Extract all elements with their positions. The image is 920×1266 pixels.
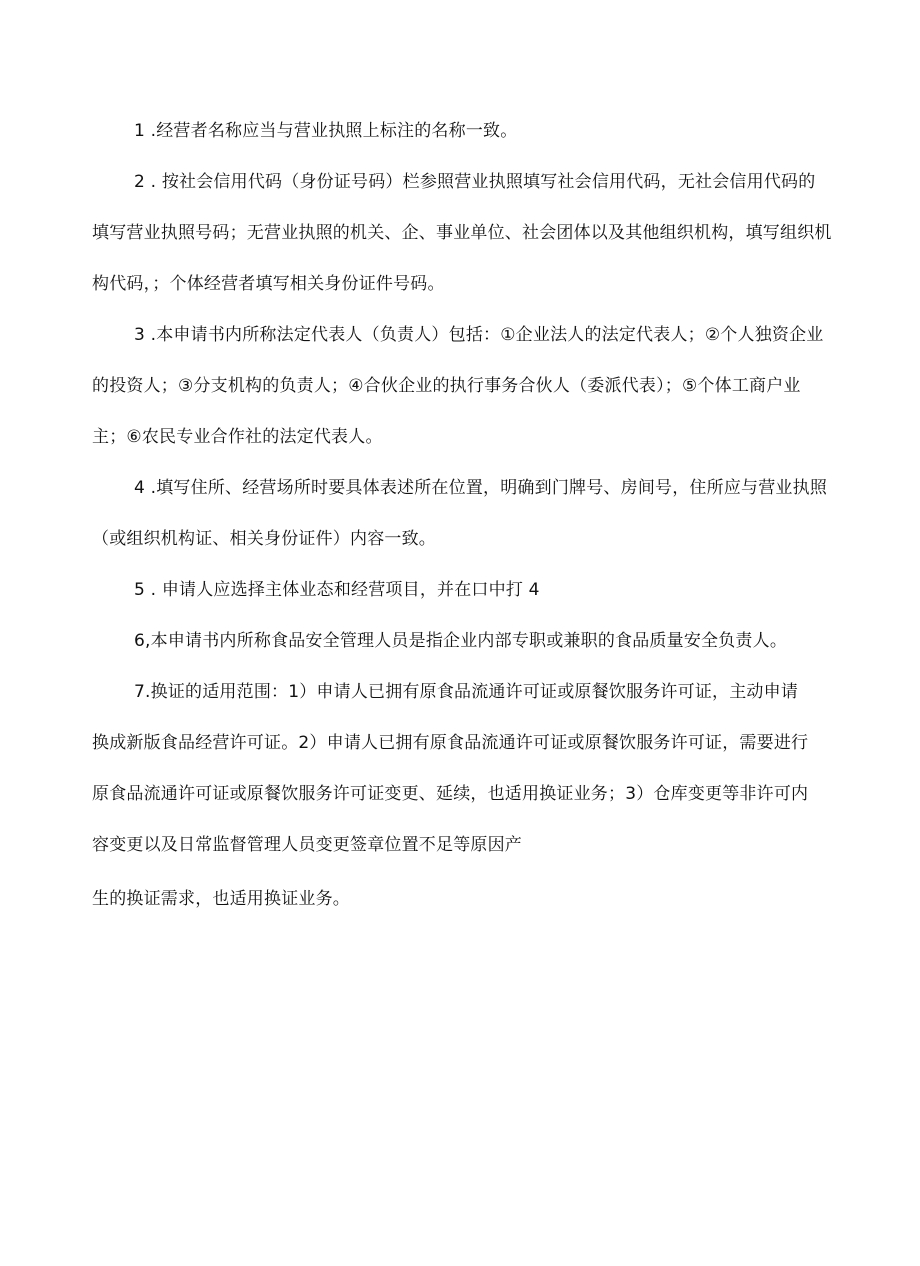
instruction-item-1: 1 .经营者名称应当与营业执照上标注的名称一致。 — [134, 121, 518, 141]
instruction-item-2: 2 . 按社会信用代码（身份证号码）栏参照营业执照填写社会信用代码，无社会信用代码的填写营业执照号码；无营业执照的机关、企、事业单位、社会团体以及其他组织机构，填写组织机构代码，；个体经营者填写相关身份证件号码。 — [92, 172, 832, 294]
instruction-item-7: 7.换证的适用范围：1）申请人已拥有原食品流通许可证或原餐饮服务许可证，主动申请换成新版食品经营许可证。2）申请人已拥有原食品流通许可证或原餐饮服务许可证，需要进行原食品流通许可证或原餐饮服务许可证变更、延续，也适用换证业务；3）仓库变更等非许可内容变更以及日常监督管理人员变更签章位置不足等原因产 — [92, 682, 809, 855]
instruction-item-3: 3 .本申请书内所称法定代表人（负责人）包括：①企业法人的法定代表人；②个人独资企业的投资人；③分支机构的负责人；④合伙企业的执行事务合伙人（委派代表）；⑤个体工商户业主；⑥农民专业合作社的法定代表人。 — [92, 325, 824, 447]
instruction-item-6: 6,本申请书内所称食品安全管理人员是指企业内部专职或兼职的食品质量安全负责人。 — [134, 631, 788, 651]
instruction-item-5: 5 . 申请人应选择主体业态和经营项目，并在口中打 4 — [134, 580, 540, 600]
instruction-item-4: 4 .填写住所、经营场所时要具体表述所在位置，明确到门牌号、房间号，住所应与营业执照（或组织机构证、相关身份证件）内容一致。 — [92, 478, 828, 549]
instruction-item-7-continuation: 生的换证需求，也适用换证业务。 — [92, 889, 350, 909]
